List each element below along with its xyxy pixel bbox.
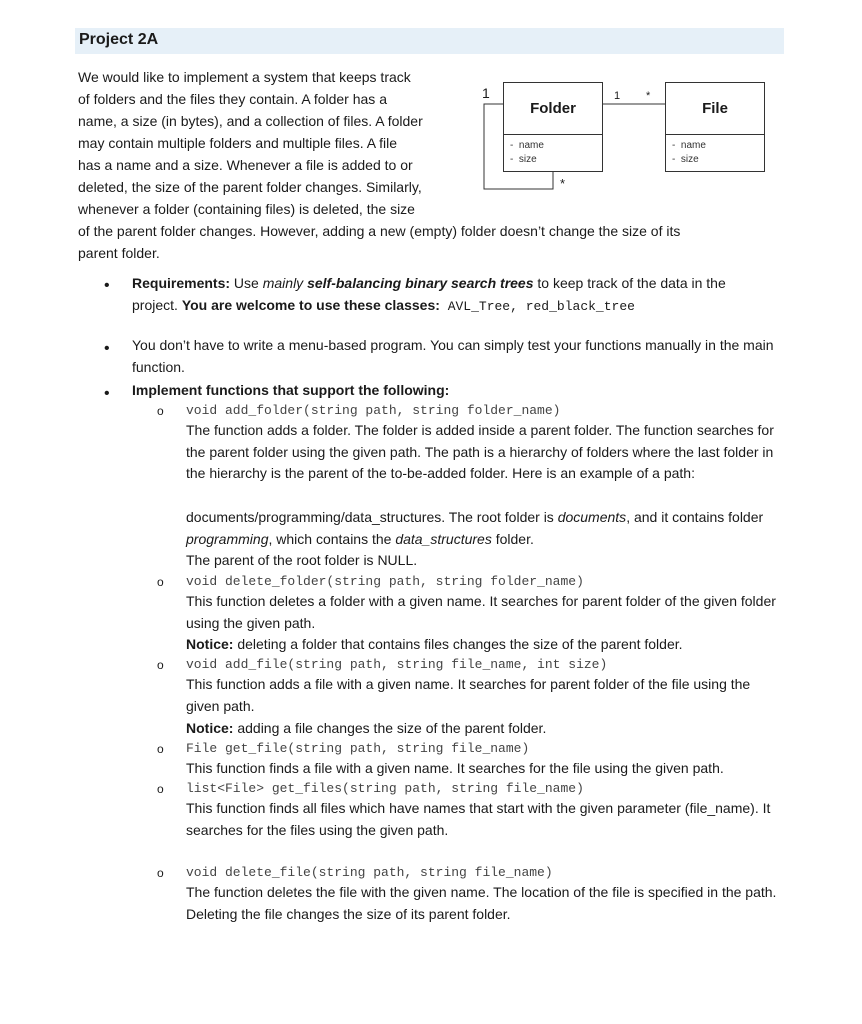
get-file-description: This function finds a file with a given name. It searches for the file using the given path. [186,760,724,776]
self-mult-one: 1 [482,85,490,101]
sub-bullet: o [157,658,164,672]
folder-class-box: Folder - name - size [503,82,603,172]
add-file-description: This function adds a file with a given name. It searches for parent folder of the file using the given path. [186,676,751,714]
intro-line: parent folder. [78,245,160,261]
sub-bullet: o [157,782,164,796]
get-file-signature: File get_file(string path, string file_name) [186,741,530,756]
folder-class-title: Folder [504,83,602,135]
add-folder-description: The function adds a folder. The folder is added inside a parent folder. The function searches for the parent folder using the given path. The path is a hierarchy of folders where the last folder in the hierarchy is the parent of the to-be-added folder. Here is an example of a path: [186,422,774,481]
get-files-signature: list<File> get_files(string path, string file_name) [186,781,584,796]
intro-line: We would like to implement a system that keeps track [78,69,411,85]
folder-attr-size: size [518,154,537,165]
bullet: • [104,340,110,357]
assoc-mult-one: 1 [614,90,621,102]
add-file-notice: Notice: adding a file changes the size of the parent folder. [186,720,547,736]
intro-line: of the parent folder changes. However, adding a new (empty) folder doesn’t change the size of its [78,223,681,239]
intro-line: deleted, the size of the parent folder changes. Similarly, [78,179,422,195]
intro-line: has a name and a size. Whenever a file is added to or [78,157,413,173]
sub-bullet: o [157,866,164,880]
intro-line: of folders and the files they contain. A folder has a [78,91,387,107]
root-parent-text: The parent of the root folder is NULL. [186,552,418,568]
delete-folder-notice: Notice: deleting a folder that contains files changes the size of the parent folder. [186,636,683,652]
file-attr-size: size [680,154,699,165]
bullet: • [104,277,110,294]
intro-line: name, a size (in bytes), and a collection of files. A folder [78,113,423,129]
add-file-signature: void add_file(string path, string file_name, int size) [186,657,608,672]
self-mult-many: * [560,176,566,191]
intro-line: whenever a folder (containing files) is deleted, the size [78,201,415,217]
delete-file-description: The function deletes the file with the given name. The location of the file is specified in the path. Deleting the file changes the size of its parent folder. [186,884,777,922]
file-class-title: File [666,83,764,135]
menu-note: You don’t have to write a menu-based program. You can simply test your functions manually in the main function. [132,337,774,375]
intro-line: may contain multiple folders and multiple files. A file [78,135,398,151]
folder-attr-name: name [518,140,544,151]
requirements-text: Requirements: Use mainly self-balancing binary search trees to keep track of the data in the project. You are welcome to use these classes: AVL_Tree, red_black_tree [132,275,726,314]
get-files-description: This function finds all files which have names that start with the given parameter (file_name). It searches for the files using the given path. [186,800,771,838]
sub-bullet: o [157,575,164,589]
sub-bullet: o [157,742,164,756]
delete-file-signature: void delete_file(string path, string file_name) [186,865,553,880]
delete-folder-description: This function deletes a folder with a given name. It searches for parent folder of the given folder using the given path. [186,593,776,631]
add-folder-signature: void add_folder(string path, string folder_name) [186,403,561,418]
path-example-text: documents/programming/data_structures. The root folder is documents, and it contains folder programming, which contains the data_structures folder. [186,509,764,547]
page-title: Project 2A [79,31,159,48]
bullet: • [104,385,110,402]
assoc-mult-many: * [646,90,651,102]
file-class-box: File - name - size [665,82,765,172]
file-attr-name: name [680,140,706,151]
sub-bullet: o [157,404,164,418]
implement-heading: Implement functions that support the following: [132,382,450,398]
delete-folder-signature: void delete_folder(string path, string folder_name) [186,574,584,589]
